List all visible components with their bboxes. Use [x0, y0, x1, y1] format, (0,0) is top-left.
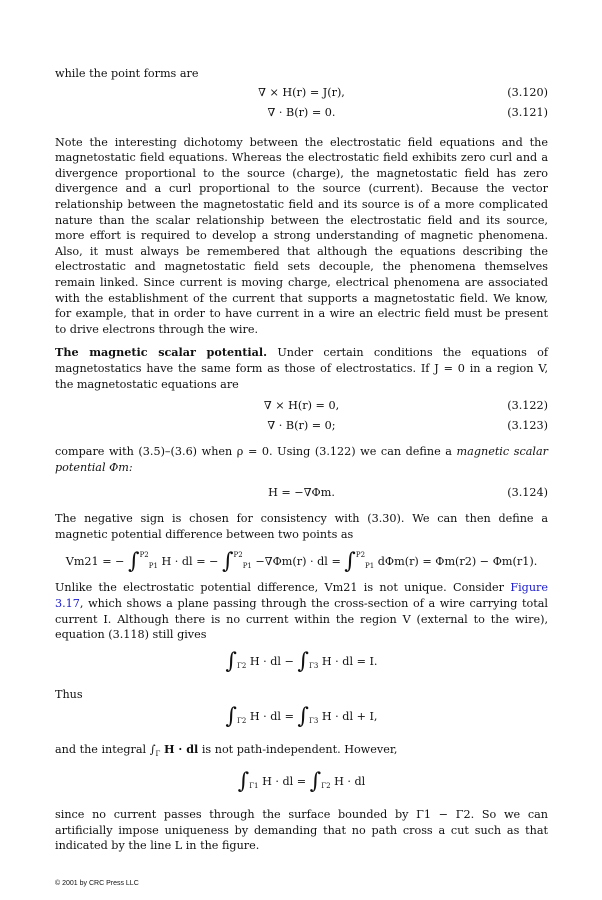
- vm21-lhs: Vm21 = −: [65, 555, 125, 569]
- equal-term-1: H · dl =: [262, 775, 307, 789]
- contour-label: Γ2: [236, 717, 247, 726]
- equation-loop-sum-row: [55, 706, 548, 730]
- integral-limits: [139, 551, 158, 571]
- integral-sign-icon: ∫: [344, 549, 356, 575]
- paragraph-final: since no current passes through the surface bounded by Γ1 − Γ2. So we can artificially impose uniqueness by demanding that no path cross a cut such as that indicated by the line L in the figure.: [55, 808, 548, 853]
- equation-number: (3.120): [507, 85, 548, 99]
- paragraph-scalar-potential: [55, 345, 548, 392]
- equation-expression: ∇ × H(r) = J(r),: [258, 85, 345, 99]
- sum-term-1: H · dl =: [249, 710, 294, 724]
- integral-sign-icon: ∫: [297, 704, 309, 730]
- intro-text: while the point forms are: [55, 67, 199, 80]
- integral-sign-icon: ∫: [237, 769, 250, 795]
- figure-3-17-link[interactable]: Figure 3.17: [55, 581, 548, 611]
- section-heading: The magnetic scalar potential.: [55, 345, 268, 360]
- compare-emphasis: magnetic scalar potential Φm:: [55, 445, 548, 474]
- contour-label: Γ2: [236, 661, 247, 670]
- equation-loop-sum: [55, 702, 548, 742]
- contour-label: Γ2: [321, 782, 331, 791]
- sum-term-2: H · dl + I,: [321, 710, 378, 724]
- upper-limit: P2: [355, 551, 366, 560]
- equation-vm21: [55, 542, 548, 580]
- integral-mid: H · dl: [163, 742, 199, 757]
- lower-limit: P1: [365, 562, 375, 571]
- integral-before: and the integral: [55, 743, 147, 757]
- equation-3-123: [55, 418, 548, 434]
- copyright-footer: © 2001 by CRC Press LLC: [55, 880, 139, 887]
- inline-integral-sign-icon: ∫: [149, 743, 156, 757]
- equal-term-2: H · dl: [334, 775, 366, 789]
- spacer: [55, 121, 548, 135]
- integral-limits: [355, 551, 375, 571]
- diff-term-2: H · dl = I.: [321, 654, 378, 668]
- integral-sign-icon: ∫: [297, 648, 309, 674]
- equation-expression: ∇ · B(r) = 0.: [267, 105, 336, 119]
- integral-sign-icon: ∫: [222, 549, 234, 575]
- paragraph-dichotomy: Note the interesting dichotomy between the electrostatic field equations and the magnetostatic field equations. Whereas the electrostatic field exhibits zero curl and a divergence proportional to the source (charge), the magnetostatic field has zero divergence and a curl proportional to the source (current). Because the vector relationship between the magnetostatic field and its source is of a more complicated nature than the scalar relationship between the electrostatic field and its source, more effort is required to develop a strong understanding of magnetic phenomena. Also, it must always be remembered that although the equations describing the electrostatic and magnetostatic field sets decouple, the phenomena themselves remain linked. Since current is moving charge, electrical phenomena are associated with the establishment of the current that supports a magnetostatic field. We know, for example, that in order to have current in a wire an electric field must be present to drive electrons through the wire.: [55, 135, 548, 336]
- equation-loop-equal-row: [55, 771, 548, 795]
- diff-term-1: H · dl −: [249, 654, 294, 668]
- equation-number: (3.124): [507, 486, 548, 500]
- equation-expression: H = −∇Φm.: [268, 486, 335, 500]
- upper-limit: P2: [139, 551, 149, 560]
- integral-sign-icon: ∫: [225, 704, 237, 730]
- equation-vm21-row: [55, 548, 548, 575]
- paragraph-negative-sign: The negative sign is chosen for consistency with (3.30). We can then define a magnetic potential difference between two points as: [55, 512, 548, 541]
- contour-label: Γ1: [249, 782, 259, 791]
- lower-limit: P1: [242, 562, 252, 571]
- paragraph-integral: [55, 742, 548, 763]
- vm21-term-1: H · dl = −: [161, 555, 219, 569]
- equation-loop-equal: [55, 763, 548, 807]
- page-content: [55, 66, 548, 854]
- paragraph-compare: [55, 444, 548, 475]
- equation-3-121: [55, 105, 548, 121]
- equation-loop-difference: [55, 643, 548, 687]
- integral-sign-icon: ∫: [309, 769, 322, 795]
- integral-sign-icon: ∫: [225, 648, 237, 674]
- equation-loop-difference-row: [55, 648, 548, 675]
- integral-sign-icon: ∫: [128, 549, 140, 575]
- contour-label: Γ3: [308, 661, 319, 670]
- integral-after: is not path-independent. However,: [201, 743, 398, 757]
- section-text: Under certain conditions the equations of magnetostatics have the same form as those of electrostatics. If J = 0 in a region V, the magnetostatic equations are: [55, 346, 548, 391]
- equation-3-122: [55, 398, 548, 414]
- contour-label: Γ3: [308, 717, 319, 726]
- vm21-term-3: dΦm(r) = Φm(r2) − Φm(r1).: [377, 555, 538, 569]
- equation-expression: ∇ · B(r) = 0;: [267, 419, 336, 433]
- unlike-after: , which shows a plane passing through the cross-section of a wire carrying total current I. Although there is no current within the region V (external to the wire), equation (3.118) still gives: [55, 597, 548, 642]
- contour-label: Γ: [155, 750, 161, 759]
- integral-limits: [233, 551, 252, 571]
- equation-3-120: [55, 85, 548, 101]
- vm21-term-2: −∇Φm(r) · dl =: [255, 555, 341, 569]
- equation-number: (3.123): [507, 419, 548, 433]
- paragraph-unlike: [55, 580, 548, 642]
- equation-number: (3.122): [507, 399, 548, 413]
- equation-expression: ∇ × H(r) = 0,: [263, 399, 340, 413]
- compare-text: compare with (3.5)–(3.6) when ρ = 0. Using (3.122) we can define a: [55, 445, 452, 459]
- unlike-before: Unlike the electrostatic potential difference, Vm21 is not unique. Consider: [55, 581, 504, 595]
- spacer: [55, 337, 548, 345]
- equation-3-124: [55, 485, 548, 501]
- equation-number: (3.121): [507, 105, 548, 119]
- thus-text: Thus: [55, 687, 83, 701]
- spacer: [55, 501, 548, 511]
- lower-limit: P1: [148, 562, 158, 571]
- upper-limit: P2: [233, 551, 243, 560]
- spacer: [55, 434, 548, 444]
